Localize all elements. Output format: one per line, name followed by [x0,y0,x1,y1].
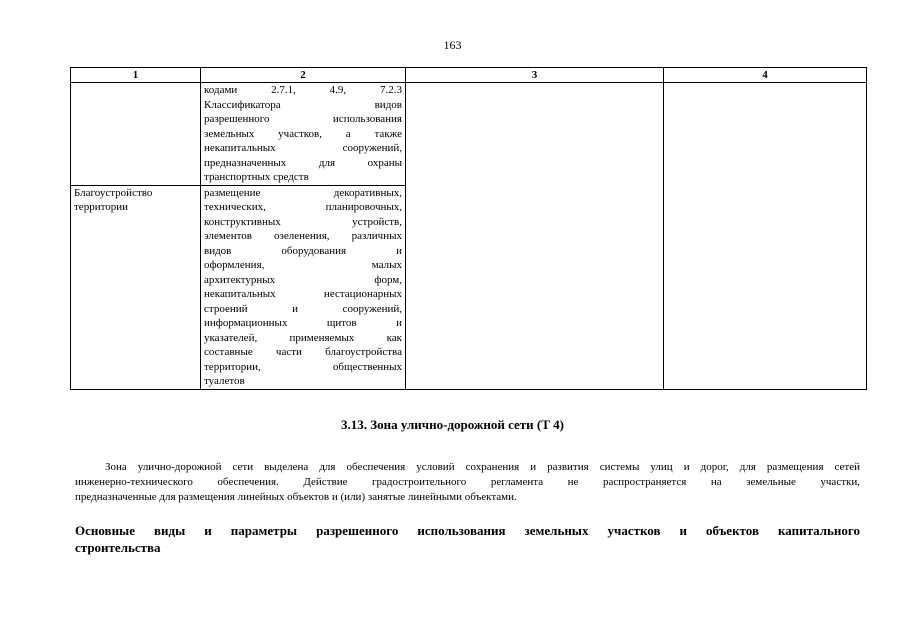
column-header: 1 [71,68,201,83]
cell-line: некапитальных нестационарных [204,288,402,300]
page-number: 163 [443,38,462,52]
subsection-title [75,522,860,556]
cell-line: туалетов [204,375,245,387]
cell-line: информационных щитов и [204,317,402,329]
cell-line: оформления, малых [204,259,402,271]
table-row [71,83,867,186]
regulation-table [70,67,867,390]
cell-line: территории [74,201,129,213]
table-cell-notes [664,83,867,390]
table-cell-type [71,83,201,186]
cell-line: Благоустройство [74,186,153,199]
table-cell-params [406,83,664,390]
paragraph-line: Зона улично-дорожной сети выделена для обеспечения условий сохранения и развития системы улиц и дорог, для размещения сетей [105,461,860,473]
cell-line: размещение декоративных, [204,186,402,199]
paragraph-line: инженерно-технического обеспечения. Действие градостроительного регламента не распространяется на земельные участки, [75,476,860,488]
cell-line: территории, общественных [204,360,402,373]
cell-line: архитектурных форм, [204,273,402,286]
table-cell-description [201,185,406,389]
column-header: 4 [664,68,867,83]
heading-line: Основные виды и параметры разрешенного использования земельных участков и объектов капитального [75,523,860,538]
cell-line: составные части благоустройства [204,346,402,358]
cell-line: технических, планировочных, [204,201,402,213]
cell-line: видов оборудования и [204,244,402,257]
table-cell-description [201,83,406,186]
paragraph-line: предназначенные для размещения линейных объектов и (или) занятые линейными объектами. [75,491,517,503]
cell-line: конструктивных устройств, [204,215,402,228]
cell-line: Классификатора видов [204,98,402,111]
cell-line: некапитальных сооружений, [204,142,402,154]
heading-line: строительства [75,540,161,555]
cell-line: разрешенного использования [204,113,402,125]
section-title: 3.13. Зона улично-дорожной сети (Т 4) [340,417,564,432]
column-header: 3 [406,68,664,83]
cell-line: земельных участков, а также [204,127,402,140]
cell-line: кодами 2.7.1, 4.9, 7.2.3 [204,84,402,96]
section-paragraph [75,460,860,505]
column-header: 2 [201,68,406,83]
cell-line: указателей, применяемых как [204,331,402,344]
cell-line: транспортных средств [204,171,309,183]
table-cell-type [71,185,201,389]
cell-line: строений и сооружений, [204,302,402,315]
cell-line: элементов озеленения, различных [204,230,402,242]
table-header-row [71,68,867,83]
cell-line: предназначенных для охраны [204,156,402,169]
